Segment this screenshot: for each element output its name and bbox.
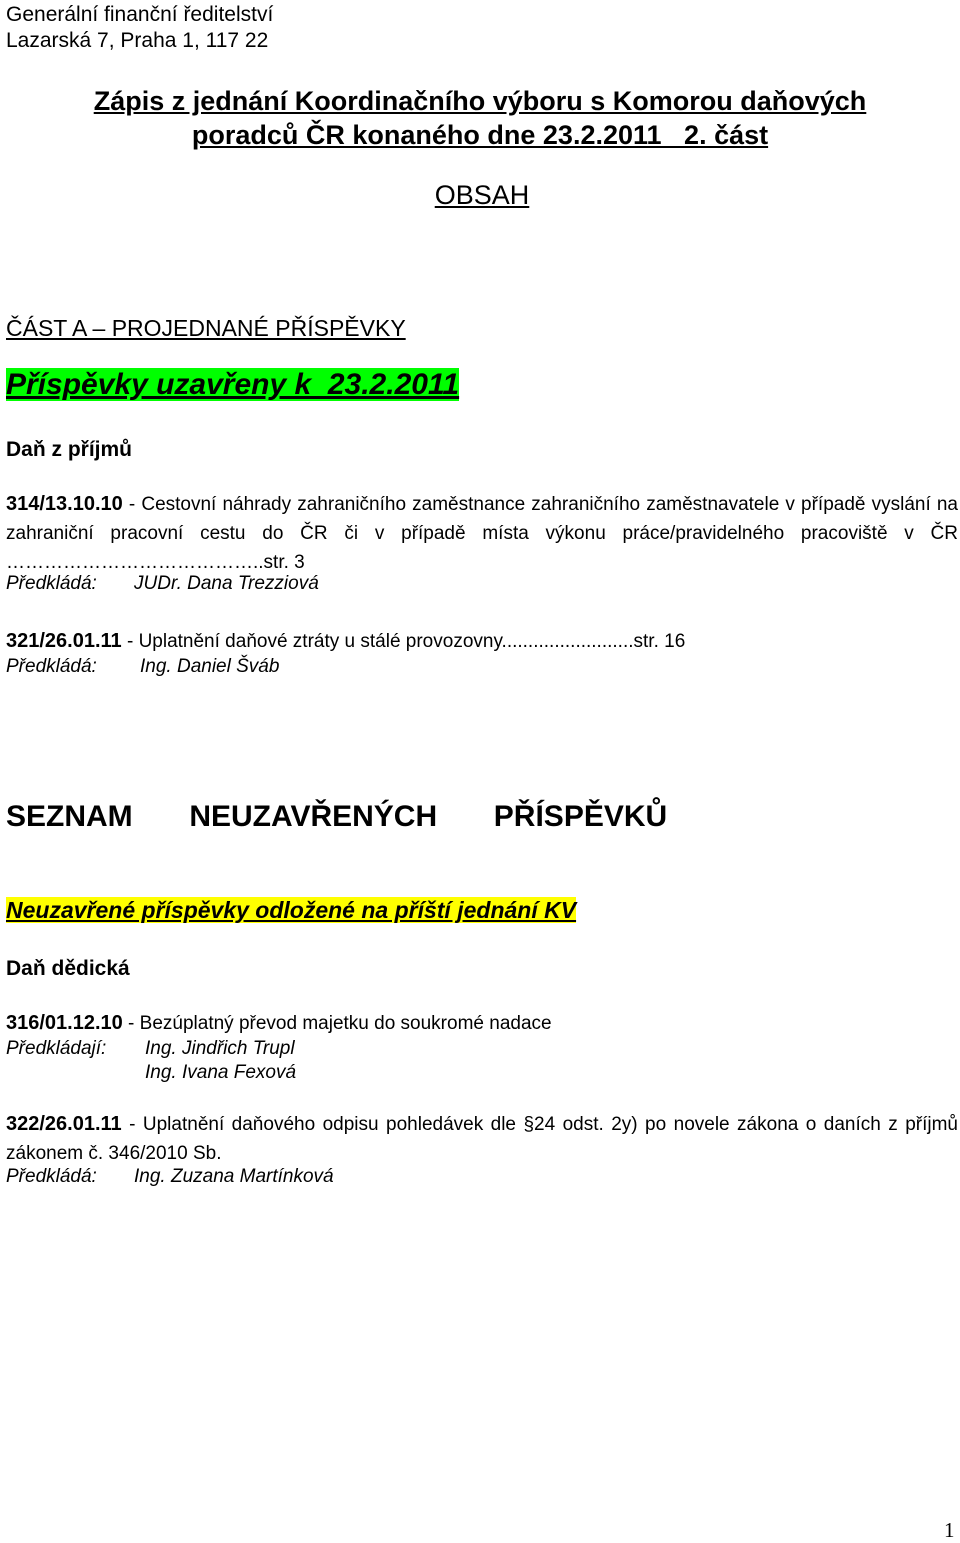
item-316-number: 316/01.12.10 bbox=[6, 1012, 123, 1034]
open-contributions-heading bbox=[6, 897, 576, 924]
item-322-presenter-label: Předkládá: bbox=[6, 1166, 97, 1187]
item-314-presenter: JUDr. Dana Trezziová bbox=[134, 573, 319, 594]
item-322-presenter: Ing. Zuzana Martínková bbox=[134, 1166, 334, 1187]
item-314 bbox=[6, 490, 958, 577]
item-314-text: - Cestovní náhrady zahraničního zaměstnance zahraničního zaměstnavatele v případě vyslání na zahraniční pracovní cestu do ČR či v případě místa výkonu práce/pravidelného pracoviště v ČR …………………………………..str. 3 bbox=[6, 494, 958, 573]
open-list-heading: SEZNAM NEUZAVŘENÝCH PŘÍSPĚVKŮ bbox=[6, 800, 668, 833]
item-321-presenter: Ing. Daniel Šváb bbox=[140, 656, 280, 677]
item-321 bbox=[6, 627, 685, 656]
item-321-number: 321/26.01.11 bbox=[6, 630, 122, 652]
part-a-heading: ČÁST A – PROJEDNANÉ PŘÍSPĚVKY bbox=[6, 315, 406, 341]
item-316-presenter-2: Ing. Ivana Fexová bbox=[145, 1062, 297, 1083]
item-314-presenter-label: Předkládá: bbox=[6, 573, 97, 594]
item-321-text: - Uplatnění daňové ztráty u stálé provozovny.........................str. 16 bbox=[121, 631, 686, 652]
item-316-presenter-label: Předkládají: bbox=[6, 1038, 107, 1059]
item-314-number: 314/13.10.10 bbox=[6, 493, 123, 515]
open-contributions-text: Neuzavřené příspěvky odložené na příští jednání KV bbox=[6, 897, 577, 923]
closed-contributions-heading bbox=[6, 368, 459, 402]
item-316 bbox=[6, 1009, 552, 1038]
organization-name: Generální finanční ředitelství bbox=[6, 3, 274, 26]
closed-contributions-text: Příspěvky uzavřeny k 23.2.2011 bbox=[6, 368, 460, 401]
document-title-line2: poradců ČR konaného dne 23.2.2011 2. část bbox=[191, 120, 769, 150]
item-322-number: 322/26.01.11 bbox=[6, 1113, 122, 1135]
item-316-presenter: Ing. Jindřich Trupl bbox=[145, 1038, 295, 1059]
item-322-text: - Uplatnění daňového odpisu pohledávek dle §24 odst. 2y) po novele zákona o daních z příjmů zákonem č. 346/2010 Sb. bbox=[6, 1114, 958, 1164]
contents-heading: OBSAH bbox=[434, 180, 530, 210]
item-316-text: - Bezúplatný převod majetku do soukromé nadace bbox=[122, 1013, 552, 1034]
document-title-line1: Zápis z jednání Koordinačního výboru s Komorou daňových bbox=[93, 86, 867, 116]
item-322 bbox=[6, 1110, 958, 1168]
section-inheritance-tax-heading: Daň dědická bbox=[6, 957, 130, 980]
page-number: 1 bbox=[944, 1518, 955, 1542]
section-income-tax-heading: Daň z příjmů bbox=[6, 438, 133, 461]
organization-address: Lazarská 7, Praha 1, 117 22 bbox=[6, 29, 269, 52]
item-321-presenter-label: Předkládá: bbox=[6, 656, 97, 677]
